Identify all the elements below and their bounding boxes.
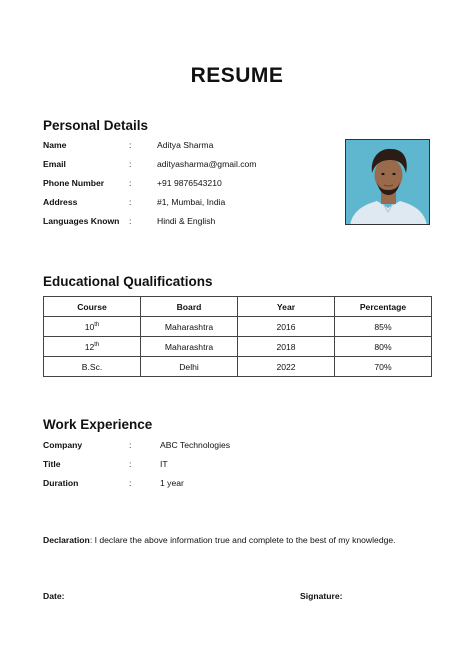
work-row-title [43, 459, 333, 478]
course-value: 10 [84, 321, 95, 332]
course-value: 12 [84, 341, 95, 352]
field-separator: : [129, 159, 132, 169]
field-value: Hindi & English [157, 216, 216, 226]
field-separator: : [129, 197, 132, 207]
course-cell [44, 357, 141, 377]
field-label: Languages Known [43, 216, 120, 226]
course-suffix: th [94, 321, 100, 328]
field-value: #1, Mumbai, India [157, 197, 226, 207]
personal-row-languages [43, 216, 333, 235]
course-cell [44, 317, 141, 337]
field-label: Email [43, 159, 66, 169]
field-separator: : [129, 459, 132, 469]
personal-details-list [43, 140, 333, 235]
table-row [44, 317, 432, 337]
column-header-course: Course [44, 297, 141, 317]
field-separator: : [129, 216, 132, 226]
course-value: B.Sc. [81, 361, 103, 372]
board-cell: Maharashtra [141, 317, 238, 337]
profile-photo [345, 139, 430, 225]
field-label: Phone Number [43, 178, 105, 188]
person-portrait-icon [346, 140, 430, 225]
year-cell: 2022 [238, 357, 335, 377]
declaration [43, 535, 396, 545]
field-label: Title [43, 459, 61, 469]
course-cell [44, 337, 141, 357]
education-heading: Educational Qualifications [43, 274, 213, 289]
signature-label: Signature: [300, 591, 343, 601]
field-label: Company [43, 440, 83, 450]
board-cell: Maharashtra [141, 337, 238, 357]
work-row-company [43, 440, 333, 459]
column-header-percentage: Percentage [335, 297, 432, 317]
percentage-cell: 70% [335, 357, 432, 377]
table-row [44, 357, 432, 377]
work-row-duration [43, 478, 333, 497]
column-header-board: Board [141, 297, 238, 317]
field-separator: : [129, 440, 132, 450]
field-value: 1 year [160, 478, 184, 488]
field-value: adityasharma@gmail.com [157, 159, 257, 169]
personal-details-heading: Personal Details [43, 118, 149, 133]
year-cell: 2016 [238, 317, 335, 337]
personal-row-phone [43, 178, 333, 197]
field-separator: : [129, 178, 132, 188]
work-experience-heading: Work Experience [43, 417, 153, 432]
field-value: ABC Technologies [160, 440, 231, 450]
table-row [44, 337, 432, 357]
personal-row-name [43, 140, 333, 159]
personal-row-email [43, 159, 333, 178]
percentage-cell: 85% [335, 317, 432, 337]
field-label: Name [43, 140, 67, 150]
column-header-year: Year [238, 297, 335, 317]
work-experience-list [43, 440, 333, 497]
field-separator: : [129, 478, 132, 488]
resume-title: RESUME [190, 64, 284, 87]
field-value: IT [160, 459, 168, 469]
personal-row-address [43, 197, 333, 216]
field-label: Address [43, 197, 78, 207]
percentage-cell: 80% [335, 337, 432, 357]
course-suffix: th [94, 341, 100, 348]
date-label: Date: [43, 591, 65, 601]
board-cell: Delhi [141, 357, 238, 377]
declaration-text: : I declare the above information true and complete to the best of my knowledge. [89, 535, 396, 545]
field-value: +91 9876543210 [157, 178, 222, 188]
declaration-label: Declaration [43, 535, 90, 545]
education-table [43, 296, 432, 377]
table-header-row [44, 297, 432, 317]
year-cell: 2018 [238, 337, 335, 357]
field-value: Aditya Sharma [157, 140, 214, 150]
field-label: Duration [43, 478, 79, 488]
field-separator: : [129, 140, 132, 150]
